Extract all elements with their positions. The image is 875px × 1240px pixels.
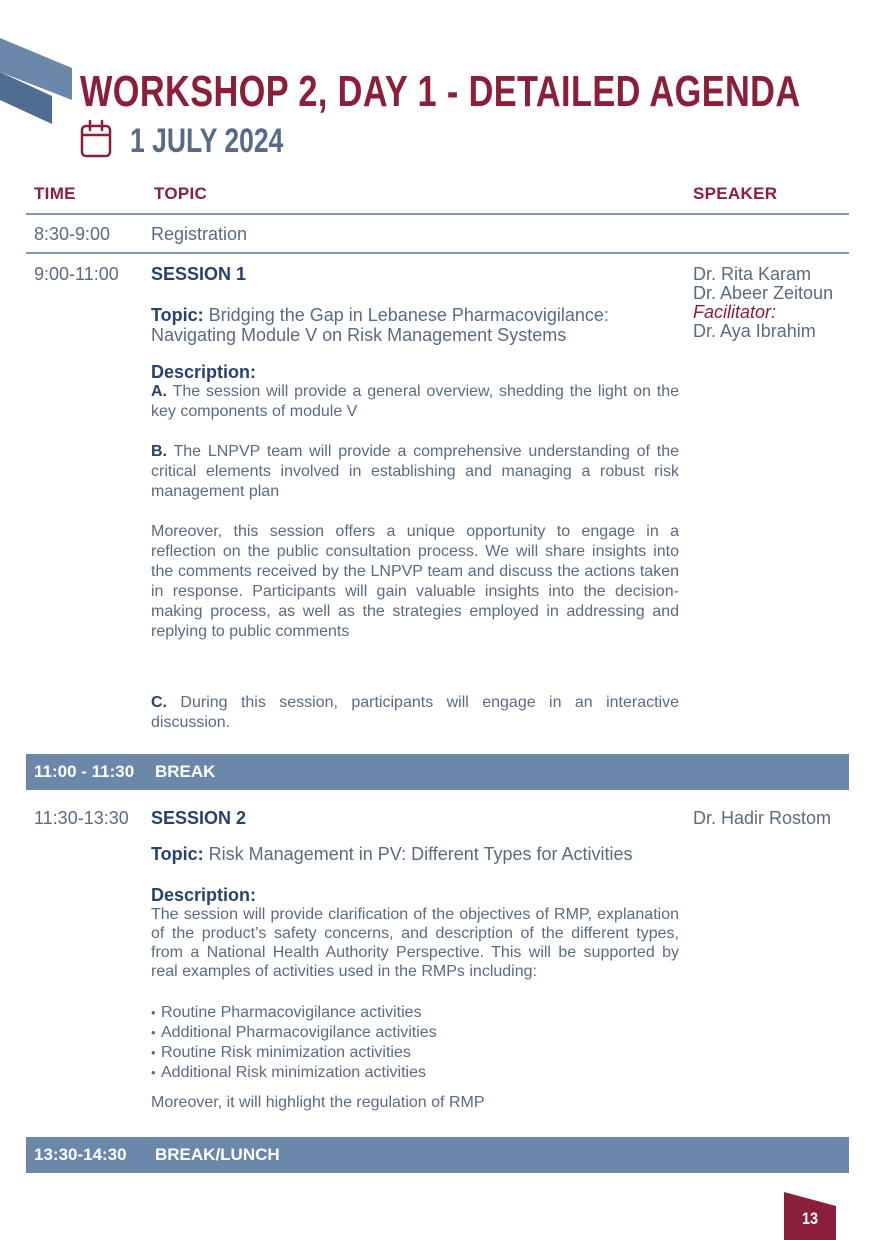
list-item: • Additional Pharmacovigilance activities [151,1023,681,1043]
calendar-icon [80,119,114,159]
item-text: During this session, participants will engage in an interactive discussion. [151,694,680,731]
facilitator-label: Facilitator: [693,302,777,322]
session1-item-a [151,382,679,422]
break-label: BREAK [155,762,216,781]
item-text: The session will provide a general overview, shedding the light on the key components of module V [151,383,679,420]
agenda-date: 1 JULY 2024 [130,122,284,160]
topic-text: Bridging the Gap in Lebanese Pharmacovigilance: Navigating Module V on Risk Management Systems [151,305,609,345]
divider [26,252,849,254]
session2-description: The session will provide clarification of the objectives of RMP, explanation of the product’s safety concerns, and description of the different types, from a National Health Authority Perspective. This will be supported by real examples of activities used in the RMPs including: [151,906,679,980]
session1-item-c [151,693,679,733]
header-topic: TOPIC [154,184,208,203]
header-speaker: SPEAKER [693,184,778,203]
facilitator-name: Dr. Aya Ibrahim [693,321,816,341]
speaker-name: Dr. Rita Karam [693,264,812,284]
session2-closing: Moreover, it will highlight the regulation of RMP [151,1094,485,1111]
topic-label: Topic: [151,844,204,864]
break-row [26,754,849,790]
item-label: C. [151,694,167,711]
item-label: B. [151,443,167,460]
list-item: • Routine Risk minimization activities [151,1043,681,1063]
topic-label: Topic: [151,305,204,325]
session2-title: SESSION 2 [151,808,247,828]
session1-time: 9:00-11:00 [34,264,119,284]
session1-title: SESSION 1 [151,264,247,284]
item-text: The LNPVP team will provide a comprehensive understanding of the critical elements involved in establishing and managing a robust risk management plan [151,443,680,500]
session2-topic [151,844,711,864]
page-number: 13 [801,1209,819,1228]
session1-moreover: Moreover, this session offers a unique opportunity to engage in a reflection on the public consultation process. We will share insights into the comments received by the LNPVP team and discuss the actions taken in response. Participants will gain valuable insights into the decision-making process, as well as the strategies employed in addressing and replying to public comments [151,523,679,640]
registration-time: 8:30-9:00 [34,224,111,244]
list-item: • Additional Risk minimization activities [151,1063,681,1083]
session2-description-label: Description: [151,885,257,905]
divider [26,213,849,215]
session1-topic [151,305,681,345]
session2-time: 11:30-13:30 [34,808,129,828]
header-time: TIME [34,184,76,203]
speaker-name: Dr. Hadir Rostom [693,808,832,828]
list-item: • Routine Pharmacovigilance activities [151,1003,681,1023]
session1-description-label: Description: [151,362,257,382]
registration-topic: Registration [151,224,248,244]
page-title: WORKSHOP 2, DAY 1 - DETAILED AGENDA [80,67,801,116]
lunch-break-row [26,1137,849,1173]
break-time: 11:00 - 11:30 [34,762,135,781]
corner-decoration [0,38,72,124]
break-time: 13:30-14:30 [34,1145,127,1164]
session1-item-b [151,442,679,502]
break-label: BREAK/LUNCH [155,1145,280,1164]
speaker-name: Dr. Abeer Zeitoun [693,283,834,303]
item-label: A. [151,383,167,400]
activity-list [151,1003,681,1083]
topic-text: Risk Management in PV: Different Types for Activities [208,844,633,864]
